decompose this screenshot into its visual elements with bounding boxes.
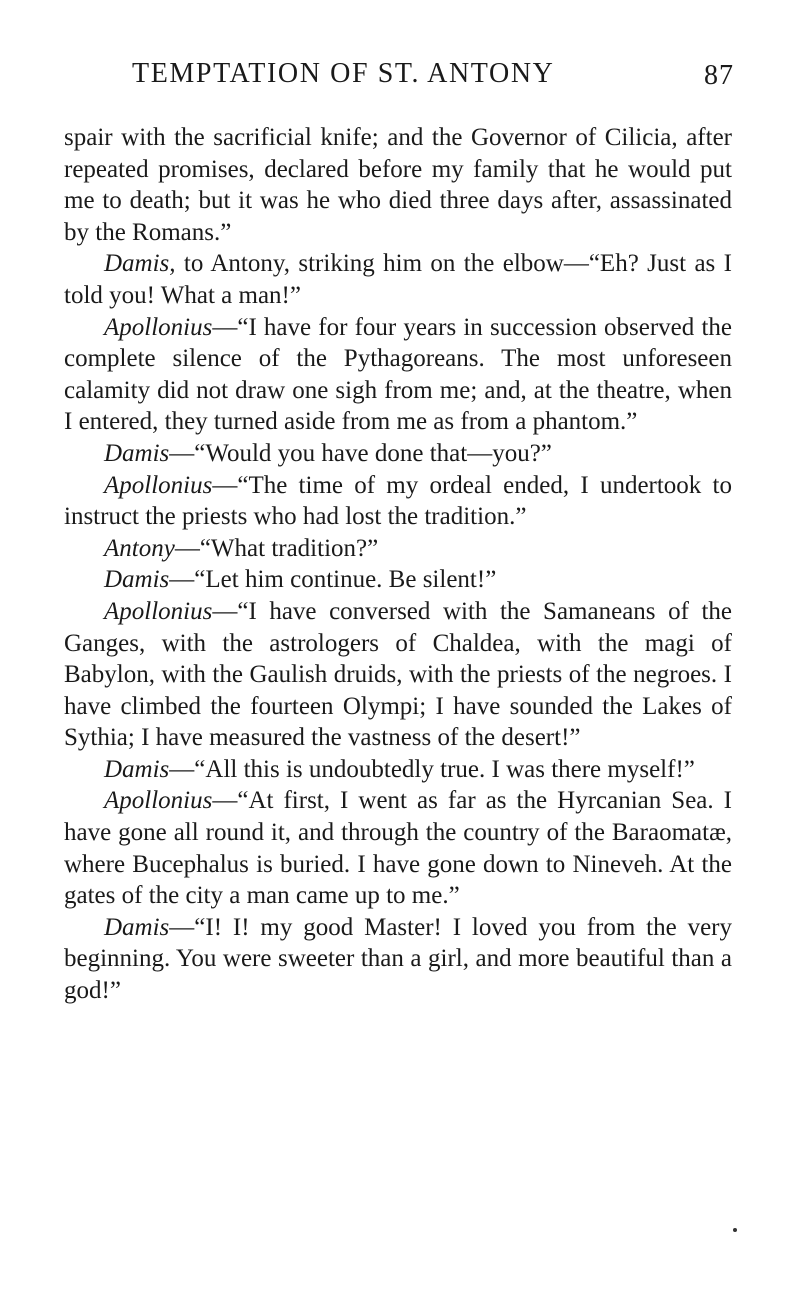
speaker-name: Apollonius (104, 471, 213, 499)
dialogue-paragraph (64, 438, 732, 470)
dialogue-paragraph (64, 785, 732, 911)
speaker-name: Apollonius (104, 787, 213, 815)
paragraph-text: spair with the sacrificial knife; and the Governor of Cilicia, after repeated promises, declared before my family that he would put me to death; but it was he who died three days after, assassinated by the Romans.” (64, 124, 732, 246)
paragraph-text: —“All this is undoubtedly true. I was there myself!” (169, 755, 695, 783)
paragraph-text: to Antony, striking him on the elbow—“Eh? Just as I told you! What a man!” (64, 250, 732, 309)
dialogue-paragraph (64, 912, 732, 1007)
speaker-name: Apollonius (104, 313, 213, 341)
body-text (64, 122, 732, 1007)
running-head: TEMPTATION OF ST. ANTONY (132, 58, 555, 89)
paragraph-continuation (64, 122, 732, 248)
paragraph-text: —“Let him continue. Be silent!” (169, 566, 497, 594)
speaker-name: Apollonius (104, 597, 213, 625)
speaker-name: Damis (104, 755, 170, 783)
dialogue-paragraph (64, 312, 732, 438)
dialogue-paragraph (64, 564, 732, 596)
speaker-name: Damis (104, 566, 170, 594)
paragraph-text: —“I have conversed with the Samaneans of the Ganges, with the astrologers of Chaldea, with the magi of Babylon, with the Gaulish druids, with the priests of the negroes. I have climbed the fourteen Olympi; I have sounded the Lakes of Sythia; I have measured the vastness of the desert!” (64, 597, 732, 752)
print-mark (733, 1228, 737, 1232)
speaker-name: Damis (104, 913, 170, 941)
speaker-name: Damis (104, 439, 170, 467)
paragraph-text: —“The time of my ordeal ended, I undertook to instruct the priests who had lost the tradition.” (64, 471, 732, 531)
dialogue-paragraph (64, 470, 732, 533)
speaker-name: Damis, (104, 250, 176, 278)
paragraph-text: —“I have for four years in succession observed the complete silence of the Pythagoreans. The most unforeseen calamity did not draw one sigh from me; and, at the theatre, when I entered, they turned aside from me as from a phantom.” (64, 313, 732, 436)
dialogue-paragraph (64, 533, 732, 565)
page-header (120, 58, 740, 98)
page-number: 87 (704, 60, 734, 91)
dialogue-paragraph (64, 596, 732, 754)
paragraph-text: —“What tradition?” (174, 534, 379, 562)
paragraph-text: —“Would you have done that—you?” (169, 439, 552, 467)
dialogue-paragraph (64, 248, 732, 311)
paragraph-text: —“At first, I went as far as the Hyrcanian Sea. I have gone all round it, and through the country of the Baraomatæ, where Bucephalus is buried. I have gone down to Nineveh. At the gates of the city a man came up to me.” (64, 787, 732, 910)
paragraph-text: —“I! I! my good Master! I loved you from the very beginning. You were sweeter than a girl, and more beautiful than a god!” (64, 913, 732, 1005)
speaker-name: Antony (104, 534, 175, 562)
dialogue-paragraph (64, 754, 732, 786)
